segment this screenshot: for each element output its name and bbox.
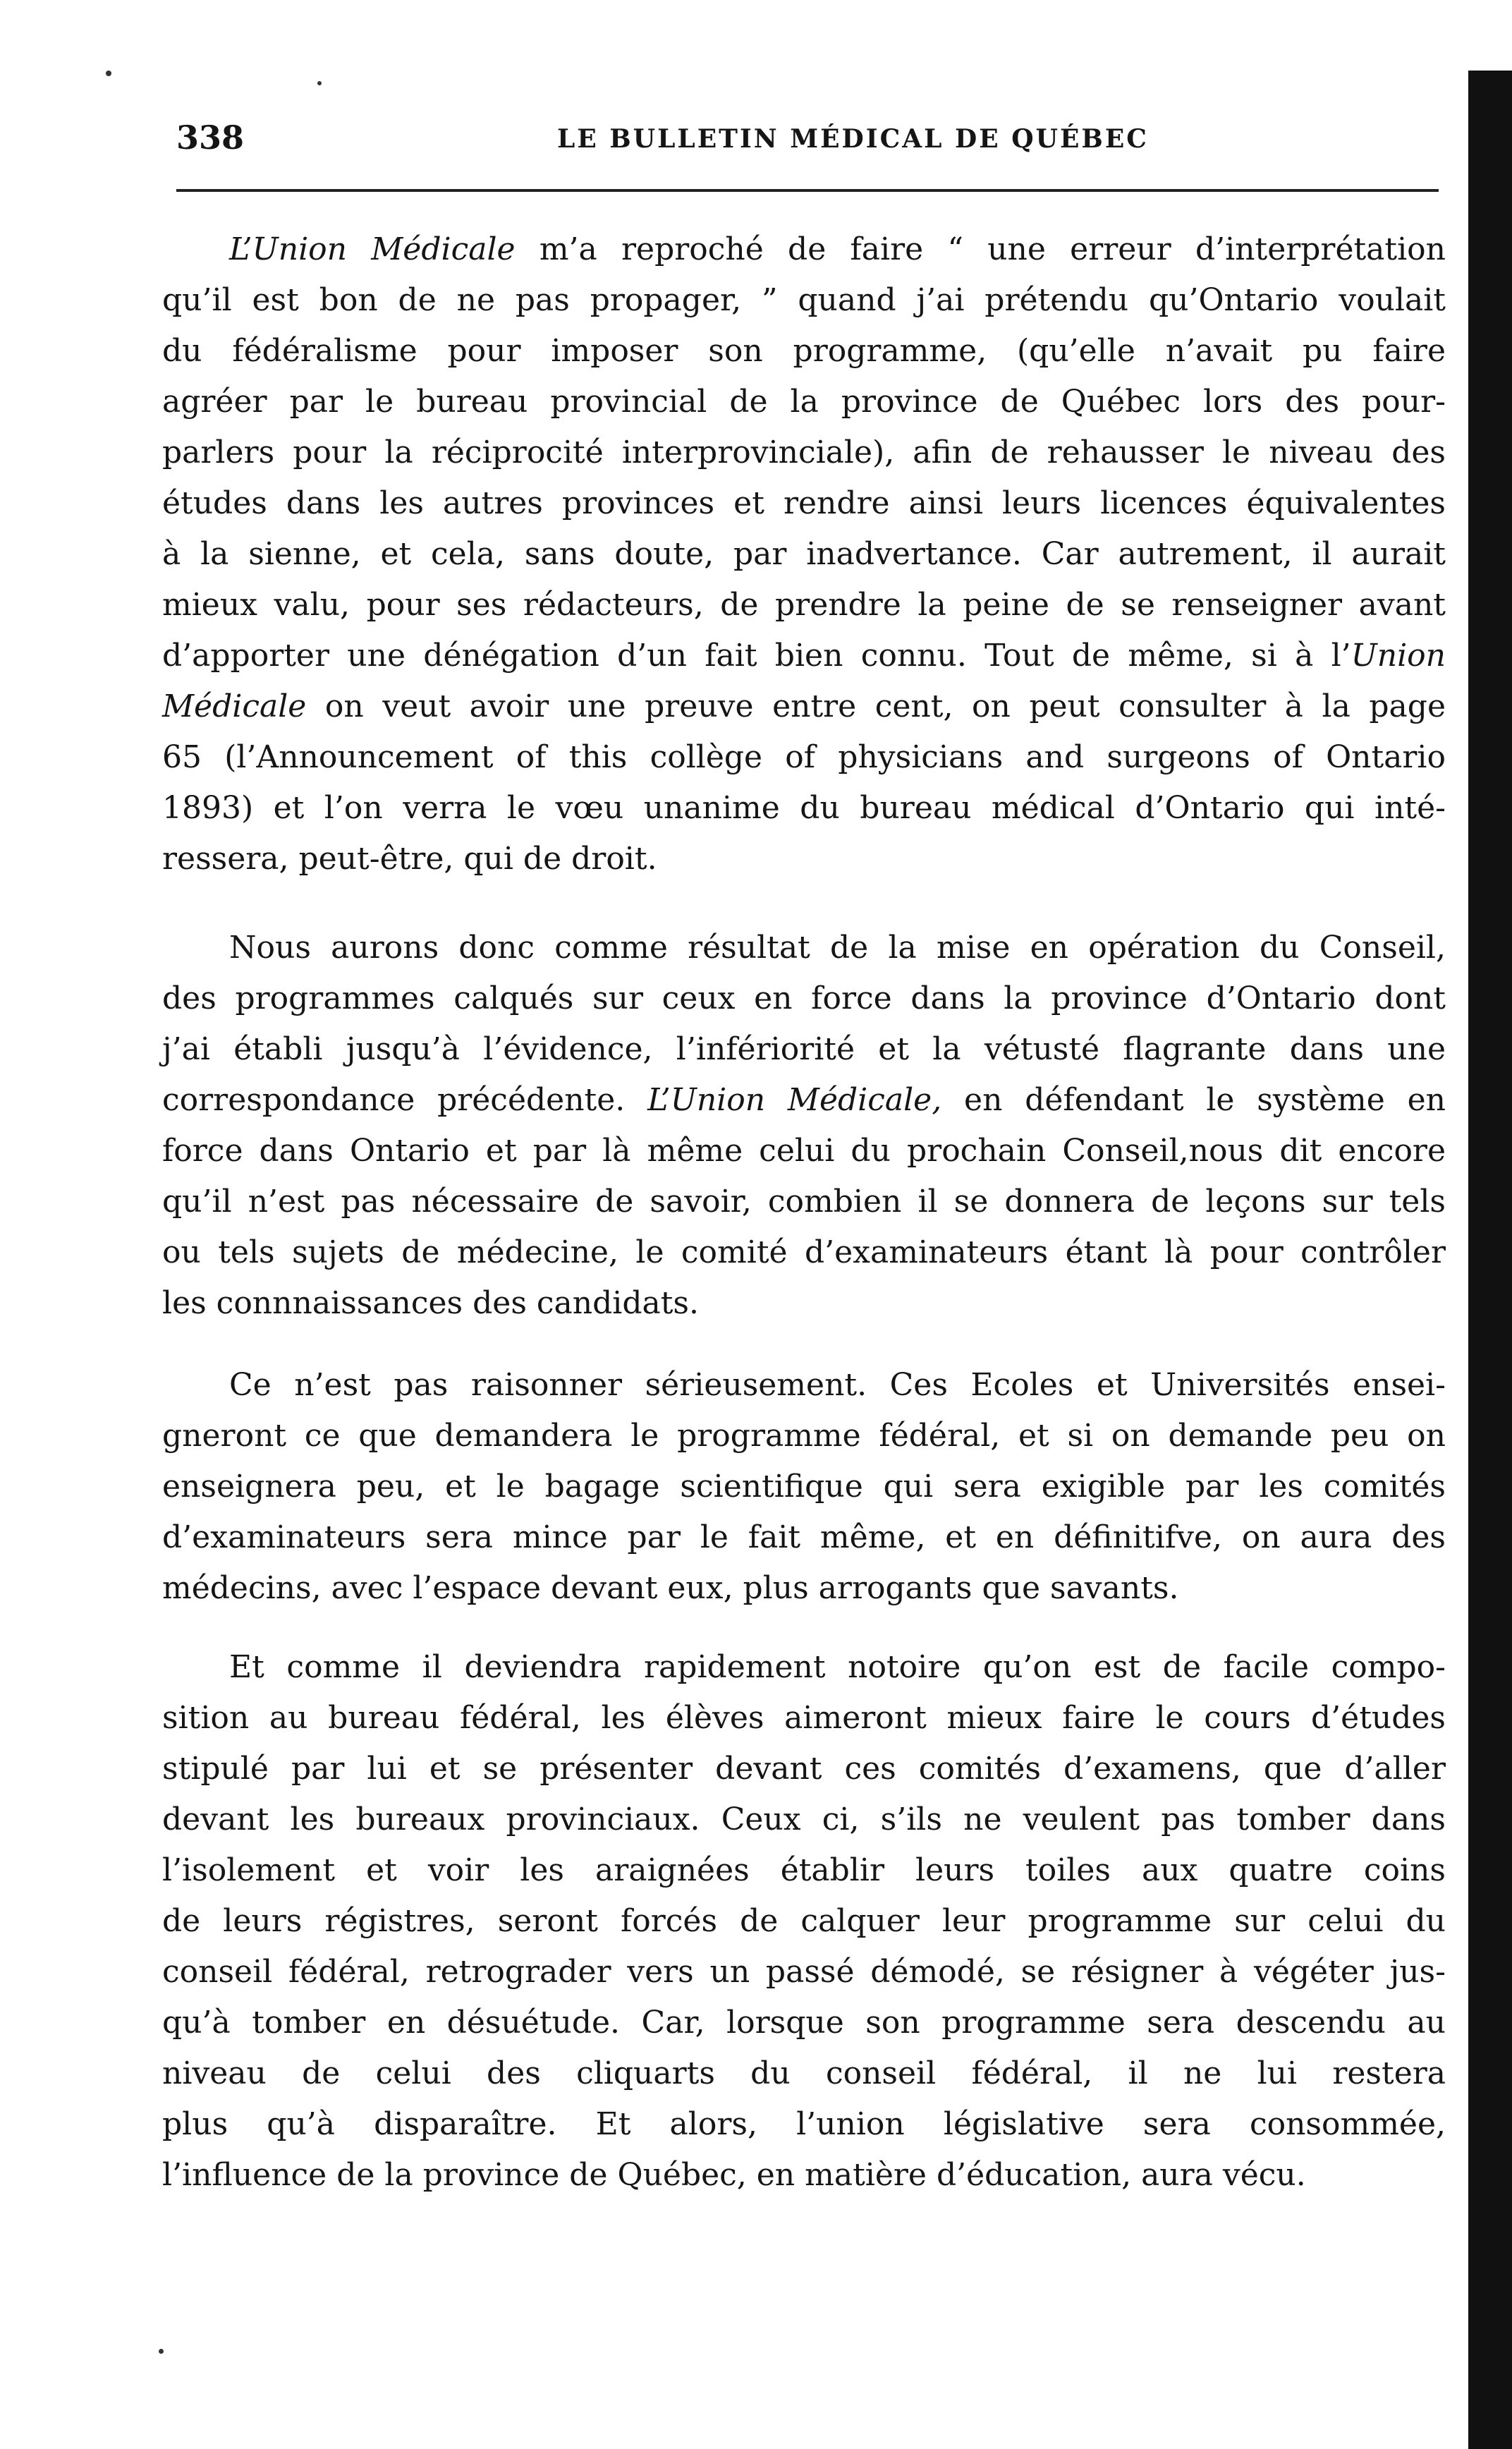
text-line: [162, 1278, 1446, 1329]
text-line: [162, 1075, 1446, 1126]
text-line: [162, 681, 1446, 732]
text-run: stipulé par lui et se présenter devant ces comités d’examens, que d’aller: [162, 1751, 1446, 1787]
text-run: gneront ce que demandera le programme fédéral, et si on demande peu on: [162, 1418, 1446, 1454]
text-line: [162, 1024, 1446, 1075]
text-run: parlers pour la réciprocité interprovinciale), afin de rehausser le niveau des: [162, 435, 1446, 470]
text-run: d’examinateurs sera mince par le fait même, et en définitifve, on aura des: [162, 1519, 1446, 1555]
text-run: en défendant le système en: [941, 1082, 1446, 1118]
text-line: [162, 1360, 1446, 1411]
text-line: [162, 783, 1446, 834]
text-run: conseil fédéral, retrograder vers un passé démodé, se résigner à végéter jus-: [162, 1954, 1446, 1990]
text-run: études dans les autres provinces et rendre ainsi leurs licences équivalentes: [162, 485, 1446, 521]
text-line: [162, 478, 1446, 529]
text-line: [162, 1744, 1446, 1794]
text-line: [162, 1462, 1446, 1512]
text-line: [162, 732, 1446, 783]
text-line: [162, 1411, 1446, 1462]
text-run: niveau de celui des cliquarts du conseil fédéral, il ne lui restera: [162, 2055, 1446, 2091]
text-run: Ce n’est pas raisonner sérieusement. Ces Ecoles et Universités ensei-: [229, 1367, 1446, 1403]
text-line: [162, 1947, 1446, 1998]
text-line: [162, 1642, 1446, 1693]
text-run: qu’il est bon de ne pas propager, ” quand j’ai prétendu qu’Ontario voulait: [162, 282, 1446, 318]
text-run: sition au bureau fédéral, les élèves aimeront mieux faire le cours d’études: [162, 1700, 1446, 1736]
text-run: plus qu’à disparaître. Et alors, l’union législative sera consommée,: [162, 2106, 1446, 2142]
text-line: [162, 275, 1446, 326]
text-run: qu’il n’est pas nécessaire de savoir, combien il se donnera de leçons sur tels: [162, 1184, 1446, 1220]
running-header: [176, 119, 1439, 161]
scan-edge-shadow: [1434, 0, 1512, 2449]
text-line: [162, 224, 1446, 275]
text-run: j’ai établi jusqu’à l’évidence, l’infériorité et la vétusté flagrante dans une: [162, 1031, 1446, 1067]
text-line: [162, 923, 1446, 973]
italic-title: Union: [1351, 638, 1446, 674]
text-run: force dans Ontario et par là même celui du prochain Conseil,nous dit encore: [162, 1133, 1446, 1169]
text-line: [162, 1126, 1446, 1177]
text-run: 1893) et l’on verra le vœu unanime du bureau médical d’Ontario qui inté-: [162, 790, 1446, 826]
text-line: [162, 1845, 1446, 1896]
text-run: des programmes calqués sur ceux en force dans la province d’Ontario dont: [162, 980, 1446, 1016]
text-run: qu’à tomber en désuétude. Car, lorsque son programme sera descendu au: [162, 2005, 1446, 2041]
text-line: [162, 1563, 1446, 1614]
paragraph-2: [162, 923, 1446, 1329]
text-line: [162, 529, 1446, 580]
text-line: [162, 2150, 1446, 2201]
header-rule: [176, 189, 1439, 192]
text-run: l’influence de la province de Québec, en matière d’éducation, aura vécu.: [162, 2157, 1306, 2193]
text-run: les connnaissances des candidats.: [162, 1285, 699, 1321]
text-run: 65 (l’Announcement of this collège of physicians and surgeons of Ontario: [162, 739, 1446, 775]
text-run: correspondance précédente.: [162, 1082, 648, 1118]
scan-speck: [106, 71, 111, 76]
text-line: [162, 1794, 1446, 1845]
text-line: [162, 1998, 1446, 2048]
paragraph-3: [162, 1360, 1446, 1614]
text-run: devant les bureaux provinciaux. Ceux ci, s’ils ne veulent pas tomber dans: [162, 1801, 1446, 1837]
text-line: [162, 326, 1446, 377]
text-run: l’isolement et voir les araignées établir leurs toiles aux quatre coins: [162, 1852, 1446, 1888]
text-line: [162, 1177, 1446, 1227]
italic-title: Médicale: [162, 688, 307, 724]
text-line: [162, 580, 1446, 631]
italic-title: L’Union Médicale: [229, 231, 516, 267]
text-run: à la sienne, et cela, sans doute, par inadvertance. Car autrement, il aurait: [162, 536, 1446, 572]
text-run: médecins, avec l’espace devant eux, plus arrogants que savants.: [162, 1570, 1179, 1606]
text-run: m’a reproché de faire “ une erreur d’interprétation: [515, 231, 1446, 267]
running-title: LE BULLETIN MÉDICAL DE QUÉBEC: [557, 124, 1149, 154]
paragraph-1: [162, 224, 1446, 885]
text-line: [162, 2099, 1446, 2150]
text-run: ou tels sujets de médecine, le comité d’examinateurs étant là pour contrôler: [162, 1234, 1446, 1270]
text-line: [162, 834, 1446, 885]
page-number: 338: [176, 119, 245, 157]
text-run: d’apporter une dénégation d’un fait bien connu. Tout de même, si à l’: [162, 638, 1351, 674]
text-run: de leurs régistres, seront forcés de calquer leur programme sur celui du: [162, 1903, 1446, 1939]
text-line: [162, 631, 1446, 681]
italic-title: L’Union Médicale,: [647, 1082, 942, 1118]
text-line: [162, 377, 1446, 427]
scan-speck: [317, 81, 322, 85]
text-line: [162, 1693, 1446, 1744]
text-line: [162, 1512, 1446, 1563]
text-run: du fédéralisme pour imposer son programme, (qu’elle n’avait pu faire: [162, 333, 1446, 369]
scan-speck: [159, 2349, 164, 2354]
text-run: ressera, peut-être, qui de droit.: [162, 841, 657, 877]
text-line: [162, 2048, 1446, 2099]
text-run: enseignera peu, et le bagage scientifique qui sera exigible par les comités: [162, 1469, 1446, 1505]
text-run: Et comme il deviendra rapidement notoire qu’on est de facile compo-: [229, 1649, 1446, 1685]
text-run: agréer par le bureau provincial de la province de Québec lors des pour-: [162, 384, 1446, 420]
text-line: [162, 973, 1446, 1024]
text-run: on veut avoir une preuve entre cent, on peut consulter à la page: [306, 688, 1446, 724]
text-line: [162, 1227, 1446, 1278]
paragraph-4: [162, 1642, 1446, 2201]
text-line: [162, 427, 1446, 478]
text-run: mieux valu, pour ses rédacteurs, de prendre la peine de se renseigner avant: [162, 587, 1446, 623]
text-run: Nous aurons donc comme résultat de la mise en opération du Conseil,: [229, 930, 1446, 966]
text-line: [162, 1896, 1446, 1947]
